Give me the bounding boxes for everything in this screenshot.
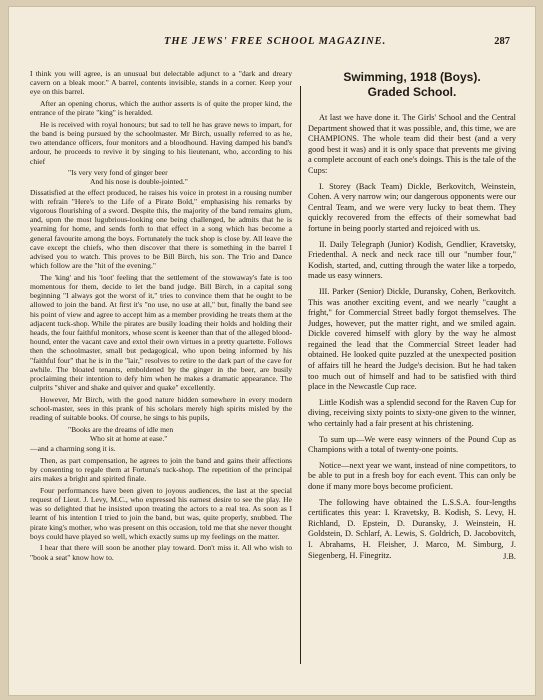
column-divider (300, 86, 301, 664)
article-subtitle: Graded School. (367, 85, 457, 99)
article-body (308, 113, 516, 563)
paragraph: II. Daily Telegraph (Junior) Kodish, Gendlier, Kravetsky, Friedenthal. A neck and neck race till our "number four," Kodish, started, and, cutting through the water like a torpedo, made us easy winners. (308, 239, 516, 281)
page-header (8, 36, 536, 52)
paragraph: Four performances have been given to joyous audiences, the last at the special request of Lieut. J. Levy, M.C., who expressed his earnest desire to see the play. He was so delighted that he insisted upon treating the actors to a real tea. As soon as I learnt of his intention I tried to join the band, but was, quite properly, snubbed. The pirate king's mother, who was present on this occasion, told me that she never thought boys could have played so well, which exactly sums up my feelings on the matter. (30, 485, 292, 541)
verse-line: And his nose is double-jointed." (90, 177, 188, 187)
left-column (30, 69, 292, 667)
verse-line: "Books are the dreams of idle men (68, 424, 174, 434)
paragraph: He is received with royal honours; but sad to tell he has grave news to impart, for the band is being pursued by the schoolmaster. Mr Birch, usually referred to as he, two attendance officers, four monitors and a bloodhound. Having damped his band's ardour, he proceeds to revive it by singing to his lieutenant, who, according to his chief (30, 119, 292, 166)
verse-quote (30, 168, 292, 186)
paragraph: Then, as part compensation, he agrees to join the band and gains their affections by consenting to regale them at Fortuna's tuck-shop. The repetition of the principal airs makes a bright and spirited finale. (30, 455, 292, 484)
paragraph: To sum up—We were easy winners of the Pound Cup as Champions with a total of twenty-one points. (308, 434, 516, 455)
paragraph: Notice—next year we want, instead of nine competitors, to be able to put in a fresh boy for each event. This can only be done if many more boys become proficient. (308, 460, 516, 491)
paragraph: However, Mr Birch, with the good nature hidden somewhere in every modern school-master, sees in this prank of his scholars merely high spirits misled by the reading of suitable books. Of course, he sings to his pupils, (30, 394, 292, 423)
magazine-title: THE JEWS' FREE SCHOOL MAGAZINE. (164, 36, 387, 47)
verse-quote (30, 425, 292, 443)
page-number: 287 (494, 36, 510, 47)
right-column (308, 70, 516, 670)
paragraph: I think you will agree, is an unusual but delectable adjunct to a "dark and dreary cavern on a bleak moor." A barrel, contents invisible, stands in a corner. Keep your eye on this barrel. (30, 69, 292, 97)
paragraph: Dissatisfied at the effect produced, he raises his voice in protest in a rousing number with refrain "Here's to the Life of a Pirate Bold," emphasising his remarks by vigorous flourishing of a sword. Despite this, the majority of the band remains glum, and, upon the most lugubrious-looking one being challenged, he admits that he is yearning for home, and sends forth to that effect in a song which has become a general favourite among the boys. Fortunately the tuck shop is close by. All leave the cave except the chiefs, who then discover that there is something in the barrel I advised you to watch. This proves to be Bill Birch, his son. The Trio and Dance which follow are the "hit of the evening." (30, 187, 292, 271)
paragraph: I hear that there will soon be another play toward. Don't miss it. All who wish to "book a seat" know how to. (30, 543, 292, 562)
verse-line: "Is very very fond of ginger beer (68, 168, 168, 178)
paragraph: The 'king' and his 'loot' feeling that the settlement of the stowaway's fate is too momentous for them, decide to let the band judge. Bill Birch, in a capital song beginning "I always got the worst of it," tries to convince them that he ought to be allowed to join the band. At first it's "no use, no use at all," but, finally the band see his point of view and agree to accept him as a member providing he treats them at the adjacent tuck-shop. While the pirates are busily loading their holds and holding their heads, the four faithful monitors, whose scent is keener than that of the alleged blood-hound, enter the vacant cave and extol their own virtues in a pretty quartette. Follows then the schoolmaster, small but pedagogical, who upon being informed by his "faithful four" that he is in the "lair," resolves to retire to the dark part of the cave for awhile. The bloated tenants, emboldened by the ginger in the beer, are busily proclaiming their intention to defy him when he makes a dramatic appearance. The culprits "shiver and shake and quiver and quake" excellently. (30, 272, 292, 393)
magazine-page (8, 6, 536, 696)
paragraph: The following have obtained the L.S.S.A. four-lengths certificates this year: I. Kravetsky, B. Kodish, S. Levy, H. Richland, D. Epstein, D. Duransky, J. Weinstein, H. Goldstein, D. Schlarf, A. Lewis, S. Goldrich, D. Jacobovitch, I. Abrahams, H. Fleisher, J. Marco, M. Simburg, J. Siegenberg, H. Finegritz. (308, 497, 516, 560)
paragraph: —and a charming song it is. (30, 444, 116, 454)
paragraph: III. Parker (Senior) Dickle, Duransky, Cohen, Berkovitch. This was another exciting event, and we nearly "caught a fright," for Commercial Street badly forgot themselves. The Judges, however, put the matter right, and we smiled again. Dickle covered himself with glory by the way he almost regained the lead that the Commercial Street leader had obtained. He looked quite puzzled at the unexpected position of affairs till he heard the Judge's decision. But he had taken too much out of himself and had to be satisfied with third place in the Newcastle Cup race. (308, 286, 516, 392)
paragraph: I. Storey (Back Team) Dickle, Berkovitch, Weinstein, Cohen. A very narrow win; our dangerous opponents were our Central Team, and we were very lucky to beat them. They quickly recovered from the effects of their somewhat bad fortune in being poorly started and rejoiced with us. (308, 181, 516, 233)
paragraph: Little Kodish was a splendid second for the Raven Cup for diving, receiving sixty points to sixty-one given to the winner, who certainly had a fair present at his christening. (308, 397, 516, 429)
author-signature: J.B. (503, 552, 516, 562)
paragraph: After an opening chorus, which the author asserts is of quite the proper kind, the entrance of the pirate "king" is heralded. (30, 99, 292, 118)
paragraph: At last we have done it. The Girls' School and the Central Department showed that it was possible, and, this time, we are CHAMPIONS. The whole team did their best (and a very good best it was) and it is only space that prevents me giving a complete account of each one's doings. This is the tale of the Cups: (308, 113, 516, 175)
article-title: Swimming, 1918 (Boys). (343, 70, 481, 84)
verse-line: Who sit at home at ease." (90, 434, 168, 444)
